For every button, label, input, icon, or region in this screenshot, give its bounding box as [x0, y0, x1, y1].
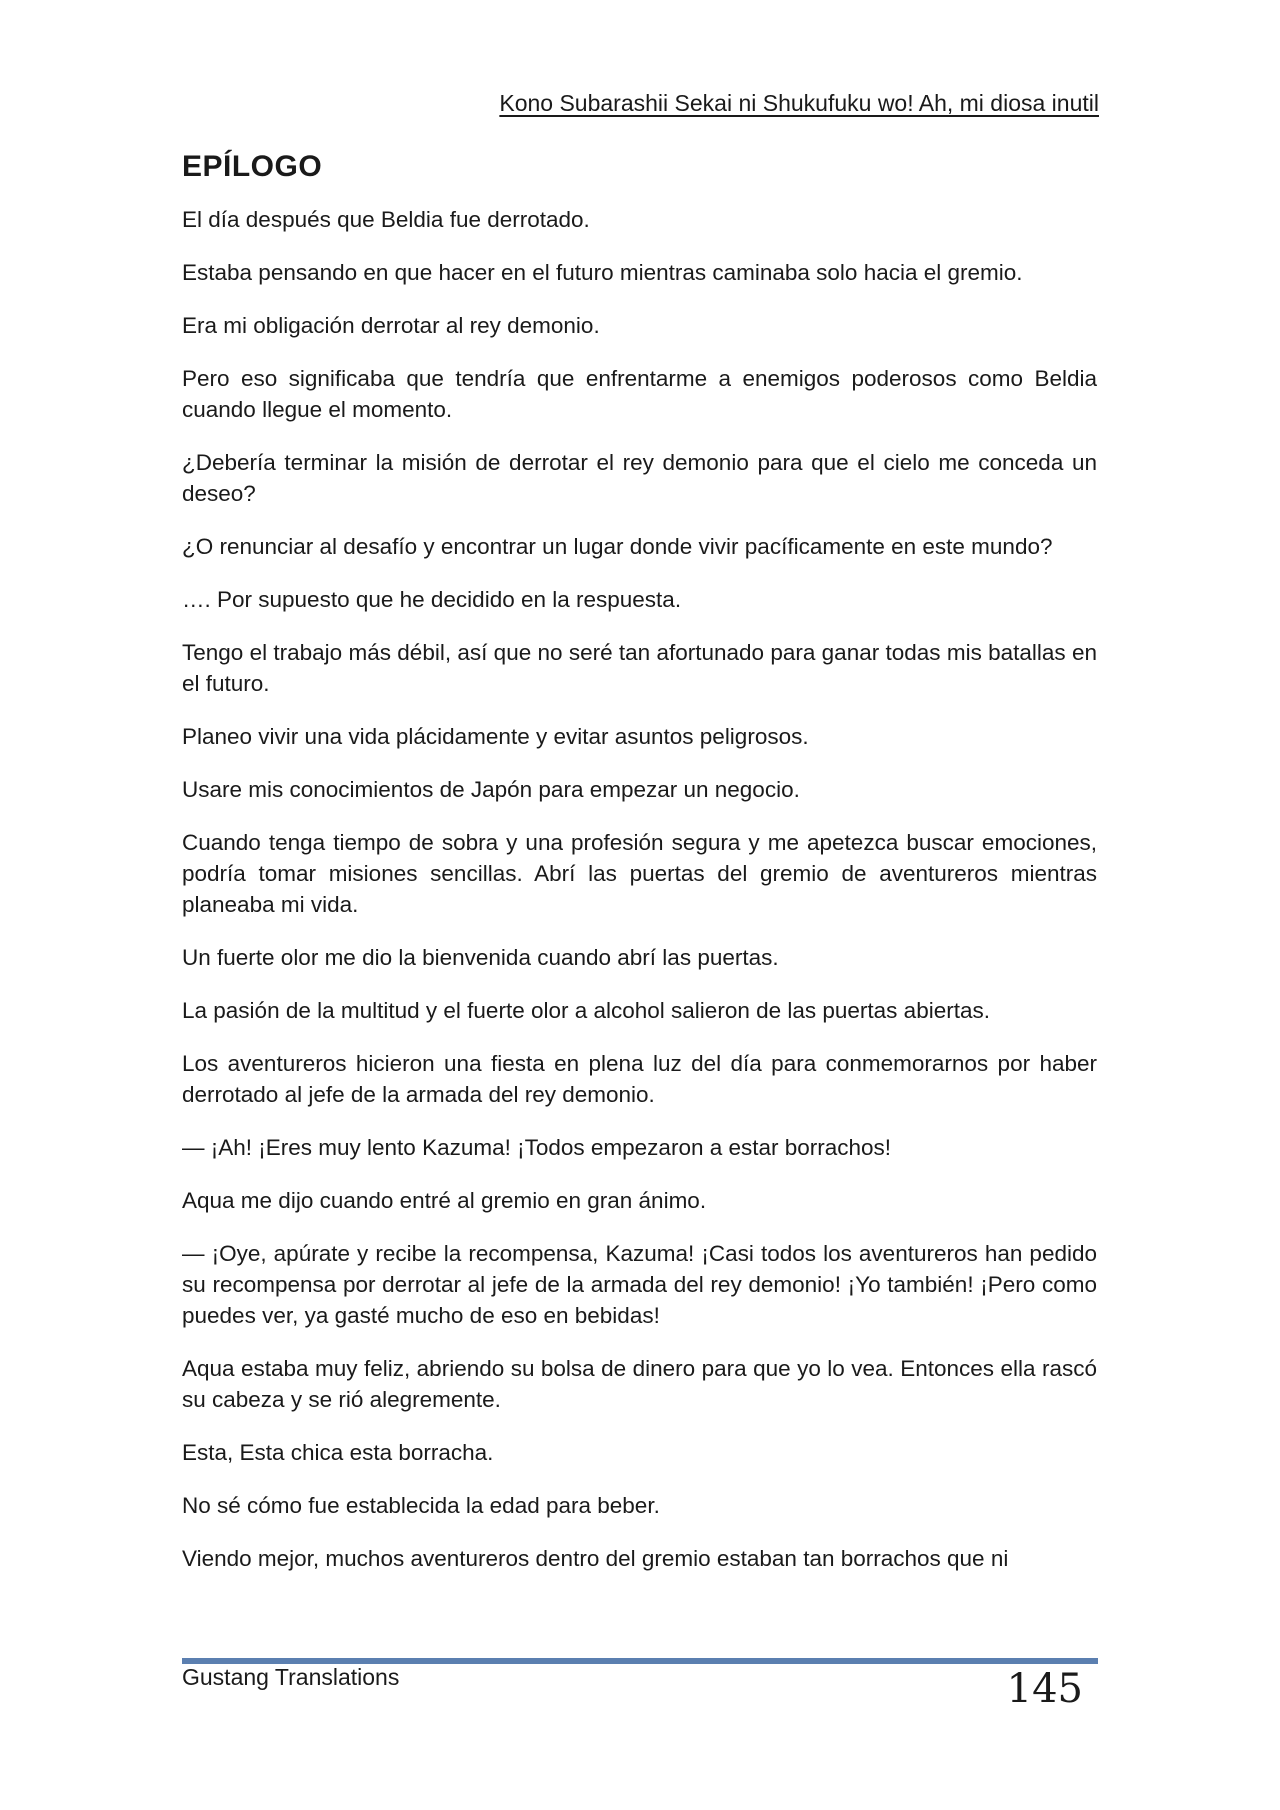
paragraph: Viendo mejor, muchos aventureros dentro del gremio estaban tan borrachos que ni	[182, 1546, 1009, 1571]
paragraph: El día después que Beldia fue derrotado.	[182, 207, 590, 232]
footer-translator-label: Gustang Translations	[182, 1664, 400, 1690]
paragraph: …. Por supuesto que he decidido en la respuesta.	[182, 587, 682, 612]
paragraph: Cuando tenga tiempo de sobra y una profesión segura y me apetezca buscar emociones, podría tomar misiones sencillas. Abrí las puertas del gremio de aventureros mientras planeaba mi vida.	[182, 830, 1097, 917]
paragraph: ¿Debería terminar la misión de derrotar el rey demonio para que el cielo me conceda un deseo?	[182, 450, 1097, 506]
paragraph-list	[182, 204, 1097, 1574]
chapter-title: EPÍLOGO	[182, 150, 323, 183]
paragraph: ¿O renunciar al desafío y encontrar un lugar donde vivir pacíficamente en este mundo?	[182, 534, 1053, 559]
paragraph: Planeo vivir una vida plácidamente y evitar asuntos peligrosos.	[182, 724, 809, 749]
paragraph: La pasión de la multitud y el fuerte olor a alcohol salieron de las puertas abiertas.	[182, 998, 990, 1023]
paragraph: Pero eso significaba que tendría que enfrentarme a enemigos poderosos como Beldia cuando llegue el momento.	[182, 366, 1097, 422]
paragraph: Esta, Esta chica esta borracha.	[182, 1440, 494, 1465]
paragraph: Usare mis conocimientos de Japón para empezar un negocio.	[182, 777, 800, 802]
paragraph: No sé cómo fue establecida la edad para beber.	[182, 1493, 660, 1518]
dialogue-paragraph: — ¡Ah! ¡Eres muy lento Kazuma! ¡Todos empezaron a estar borrachos!	[182, 1135, 892, 1160]
paragraph: Estaba pensando en que hacer en el futuro mientras caminaba solo hacia el gremio.	[182, 260, 1023, 285]
dialogue-paragraph: — ¡Oye, apúrate y recibe la recompensa, Kazuma! ¡Casi todos los aventureros han pedido su recompensa por derrotar al jefe de la armada del rey demonio! ¡Yo también! ¡Pero como puedes ver, ya gasté mucho de eso en bebidas!	[182, 1241, 1097, 1328]
paragraph: Tengo el trabajo más débil, así que no seré tan afortunado para ganar todas mis batallas en el futuro.	[182, 640, 1097, 696]
paragraph: Los aventureros hicieron una fiesta en plena luz del día para conmemorarnos por haber derrotado al jefe de la armada del rey demonio.	[182, 1051, 1097, 1107]
paragraph: Aqua me dijo cuando entré al gremio en gran ánimo.	[182, 1188, 707, 1213]
page-content	[182, 150, 1097, 1596]
running-header-title: Kono Subarashii Sekai ni Shukufuku wo! Ah, mi diosa inutil	[499, 90, 1099, 116]
paragraph: Un fuerte olor me dio la bienvenida cuando abrí las puertas.	[182, 945, 779, 970]
paragraph: Aqua estaba muy feliz, abriendo su bolsa de dinero para que yo lo vea. Entonces ella rascó su cabeza y se rió alegremente.	[182, 1356, 1097, 1412]
paragraph: Era mi obligación derrotar al rey demonio.	[182, 313, 600, 338]
page-number: 145	[1006, 1666, 1083, 1712]
